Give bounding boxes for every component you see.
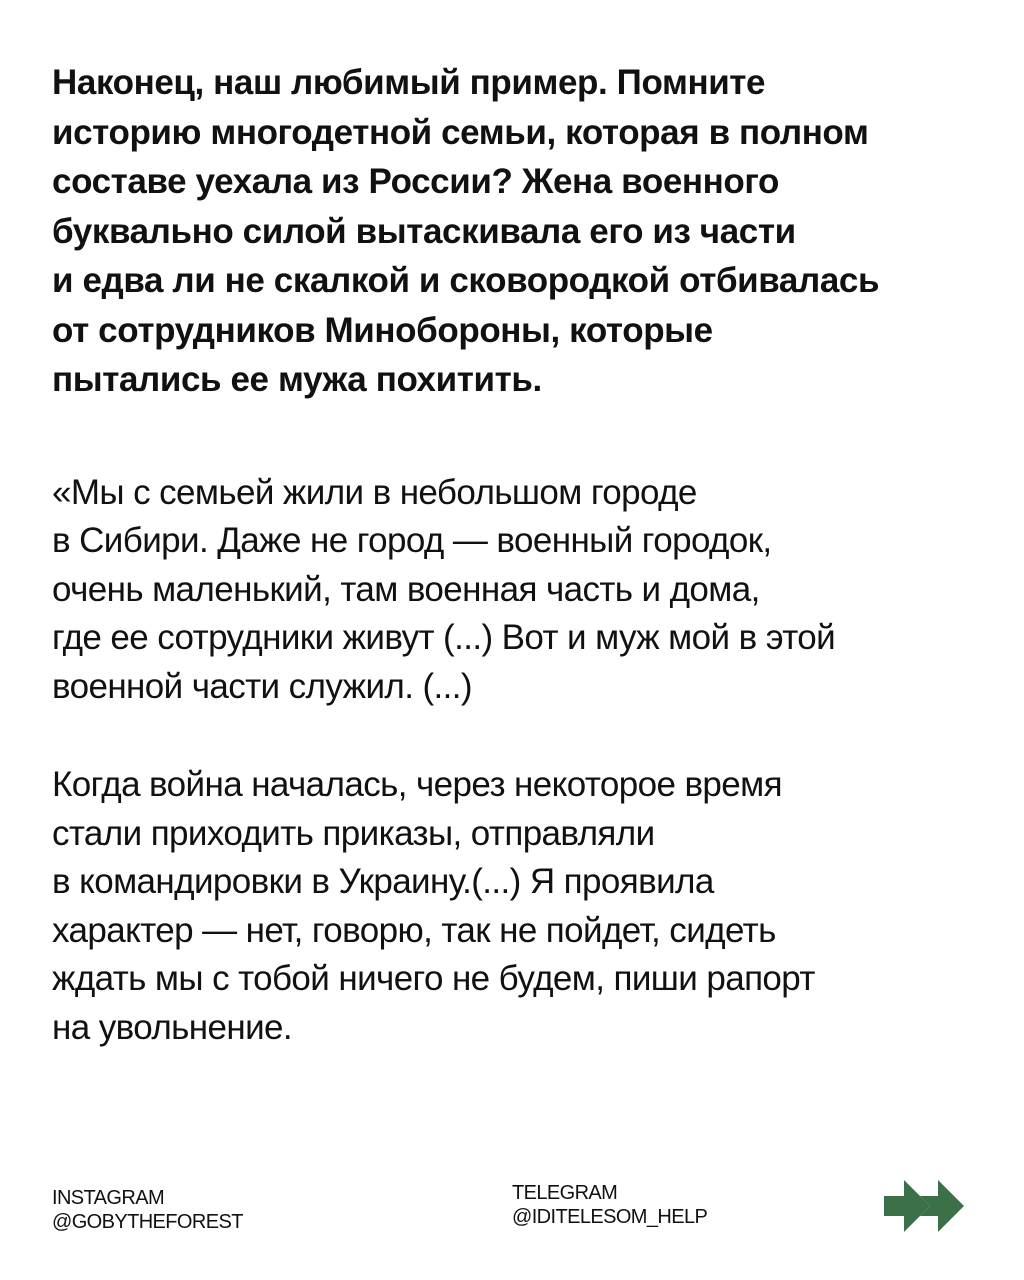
- instagram-handle[interactable]: @GOBYTHEFOREST: [52, 1211, 243, 1233]
- double-arrow-right-icon[interactable]: [884, 1180, 972, 1232]
- telegram-label: TELEGRAM: [512, 1182, 618, 1204]
- article-body: [52, 58, 982, 1052]
- lead-paragraph: Наконец, наш любимый пример. Помните историю многодетной семьи, которая в полном составе уехала из России? Жена военного буквально силой вытаскивала его из части и едва ли не скалкой и сковородкой отбивалась от сотрудников Минобороны, которые пытались ее мужа похитить.: [52, 63, 880, 399]
- quote-paragraph-2: Когда война началась, через некоторое время стали приходить приказы, отправляли в командировки в Украину.(...) Я проявила характер — нет, говорю, так не пойдет, сидеть ждать мы с тобой ничего не будем, пиши рапорт на увольнение.: [52, 765, 815, 1047]
- arrow-left-shape: [884, 1180, 930, 1232]
- instagram-credit: [52, 1186, 243, 1234]
- quote-paragraph-1: «Мы с семьей жили в небольшом городе в Сибири. Даже не город — военный городок, очень маленький, там военная часть и дома, где ее сотрудники живут (...) Вот и муж мой в этой военной части служил. (...): [52, 472, 836, 706]
- telegram-credit: [512, 1181, 707, 1229]
- telegram-handle[interactable]: @IDITELESOM_HELP: [512, 1206, 708, 1228]
- instagram-label: INSTAGRAM: [52, 1187, 165, 1209]
